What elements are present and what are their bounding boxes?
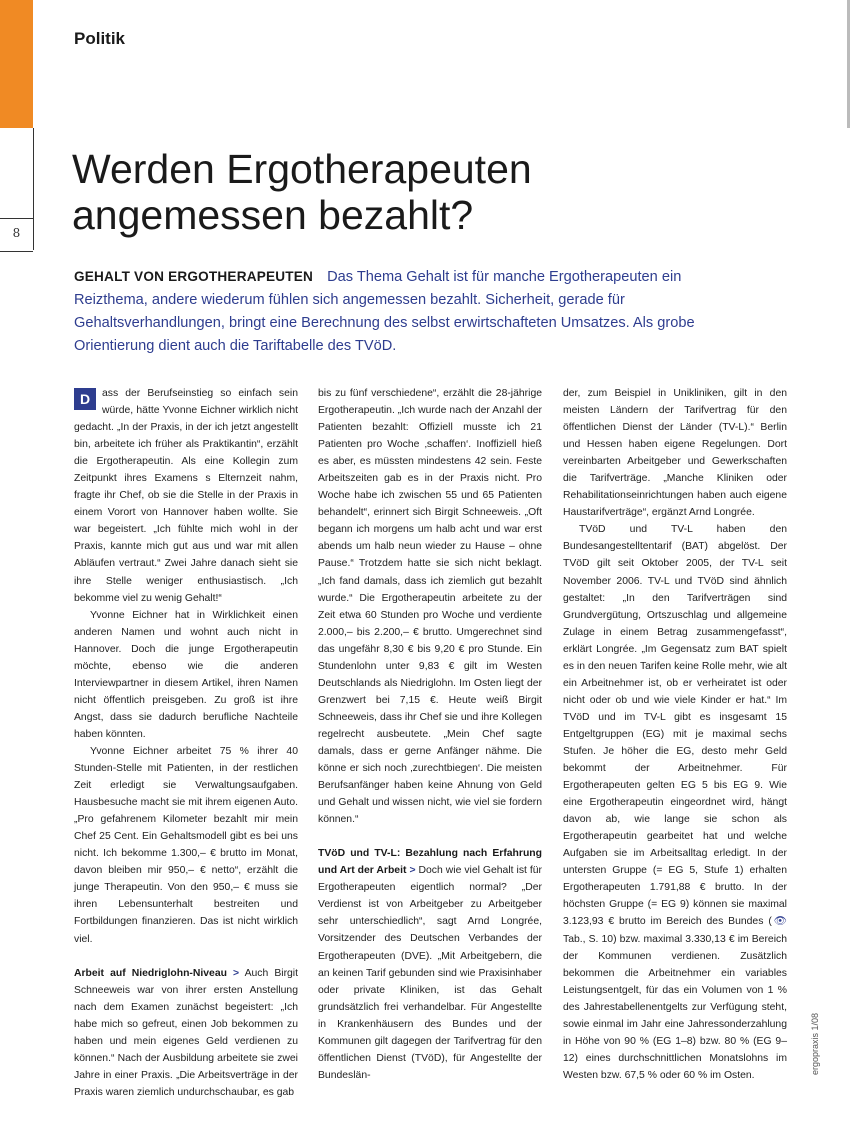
margin-rule bbox=[33, 128, 34, 250]
paragraph: der, zum Beispiel in Unikliniken, gilt in den meisten Ländern der Tarifvertrag für den öffentlichen Dienst der Länder (TV-L).“ Berlin und Hessen haben eigene Regelungen. Dort vereinbarten Arbeitgeber und Gewerkschaften die Tarifverträge. „Manche Kliniken oder Rehabilitationseinrichtungen haben auch eigene Haustarifverträge“, ergänzt Arnd Longrée. bbox=[563, 388, 787, 519]
eye-icon: 👁 bbox=[771, 916, 787, 928]
title-line-2: angemessen bezahlt? bbox=[72, 192, 474, 238]
title-line-1: Werden Ergotherapeuten bbox=[72, 146, 532, 192]
drop-cap: D bbox=[74, 388, 96, 410]
paragraph-text: Doch wie viel Gehalt ist für Ergotherapeuten eigentlich normal? „Der Verdienst ist von Arbeitgeber zu Arbeitgeber sehr unterschiedlich“, sagt Arnd Longrée, Vorsitzender des Deutschen Verbandes der Ergotherapeuten (DVE). „Mit Arbeitgebern, die an keinen Tarif gebunden sind wie Praxisinhaber oder private Kliniken, ist das Gehalt grundsätzlich frei verhandelbar. Für Angestellte in Krankenhäusern des Bundes und der Kommunen gilt dagegen der Tarifvertrag für den öffentlichen Dienst (TVöD), für Angestellte der Bundeslän- bbox=[318, 865, 543, 1081]
subheading: TVöD und TV-L: Bezahlung nach Erfahrung und Art der Arbeit bbox=[318, 848, 542, 877]
paragraph bbox=[563, 521, 787, 1084]
journal-footer: ergopraxis 1/08 bbox=[810, 1012, 820, 1075]
section-label: Politik bbox=[74, 29, 126, 48]
paragraph bbox=[74, 385, 298, 607]
article-lead bbox=[74, 265, 729, 358]
paragraph-text: Auch Birgit Schneeweis war von ihrer ersten Anstellung nach dem Examen zunächst begeistert: „Ich habe mich so gefreut, einen Job bekommen zu haben und mein eigenes Geld verdienen zu können.“ Nach der Ausbildung arbeitete sie zwei Jahre in einer Praxis. „Die Arbeitsverträge in der Praxis waren ziemlich undurchschaubar, es gab bbox=[74, 967, 298, 1098]
subsection bbox=[74, 965, 298, 1101]
text-column-1 bbox=[74, 385, 298, 1101]
paragraph-text: Tab., S. 10) bzw. maximal 3.330,13 € im Bereich der Kommunen verdienen. Zusätzlich bekommen die Arbeitnehmer ein variables Leistungsentgelt, für das ein Volumen von 1 % des Jahrestabellenentgelts zur Verfügung steht, sowie einmal im Jahr eine Jahressonderzahlung in Höhe von 90 % (EG 1–8) bzw. 80 % (EG 9–12) eines durchschnittlichen Monatslohns im Westen bzw. 67,5 % oder 60 % im Osten. bbox=[563, 933, 787, 1081]
paragraph: Yvonne Eichner arbeitet 75 % ihrer 40 Stunden-Stelle mit Patienten, in der restlichen Zeit erledigt sie Verwaltungsaufgaben. Hausbesuche macht sie mit ihrem eigenen Auto. „Pro gefahrenem Kilometer bezahlt mir mein Chef 25 Cent. Ein Gehaltsmodell gibt es bei uns nicht. Ich bekomme 1.300,– € brutto im Monat, davon bleiben mir 950,– € netto“, erzählt die junge Therapeutin. Von den 950,– € muss sie ihren Lebensunterhalt bestreiten und Fortbildungen finanzieren. Das ist nicht wirklich viel. bbox=[74, 745, 298, 945]
subsection bbox=[318, 845, 542, 1084]
paragraph-text: ass der Berufseinstieg so einfach sein würde, hätte Yvonne Eichner wirklich nicht gedacht. „In der Praxis, in der ich jetzt angestellt bin, arbeitete ich früher als Praktikantin“, erzählt die Ergotherapeutin. Als eine Kollegin zum Zeitpunkt ihres Examens s Elternzeit nahm, fragte ihr Chef, ob sie die Stelle in der Praxis in einem Vorort von Hannover haben wollte. Sie war begeistert. „Ich fühlte mich wohl in der Praxis, kannte mich gut aus und war mit allen Abläufen vertraut.“ Zwei Jahre danach sieht sie ihre Stelle weniger enthusiastisch. „Ich bekomme viel zu wenig Gehalt!“ bbox=[74, 388, 298, 604]
orange-margin-tab bbox=[0, 0, 33, 128]
text-column-3 bbox=[563, 385, 787, 1084]
article-title bbox=[72, 146, 772, 238]
paragraph: bis zu fünf verschiedene“, erzählt die 28-jährige Ergotherapeutin. „Ich wurde nach der Anzahl der Patienten bezahlt: Offiziell musste ich 21 Patienten pro Woche ‚schaffen‘. Inoffiziell hieß es aber, es müssten mindestens 42 sein. Feste Arbeitszeiten gab es in der Praxis nicht. Pro Woche habe ich zwischen 55 und 65 Patienten behandelt“, erinnert sich Birgit Schneeweis. „Oft begann ich morgens um halb acht und war erst abends um halb neun wieder zu Hause – ohne Pause.“ Trotzdem hatte sie sich nicht beklagt. „Ich fand damals, dass ich ziemlich gut bezahlt wurde.“ Die Ergotherapeutin arbeitete zu der Zeit etwa 60 Stunden pro Woche und verdiente 2.000,– bis 2.200,– € brutto. Umgerechnet sind das ungefähr 8,30 € bis 9,20 € pro Stunde. Ein Stundenlohn unter 9,83 € gilt im Westen Deutschlands als Niedriglohn. Im Osten liegt der Grenzwert bei 7,15 €. Heute weiß Birgit Schneeweis, dass ihr Chef sie und ihre Kollegen regelrecht ausbeutete. „Mein Chef sagte damals, dass er gerne Anfänger nähme. Die könne er sich noch ‚zurechtbiegen‘. Die meisten Berufsanfänger haben keine Ahnung von Geld und Gehalt und wissen nicht, wie viel sie fordern können.“ bbox=[318, 388, 542, 826]
paragraph-text: TVöD und TV-L haben den Bundesangestelltentarif (BAT) abgelöst. Der TVöD gilt seit Oktober 2005, der TV-L seit November 2006. TV-L und TVöD sind ähnlich gestaltet: „In den Tarifverträgen sind Grundvergütung, Ortszuschlag und allgemeine Zulage in einem Betrag zusammengefasst“, erklärt Longrée. „Im Gegensatz zum BAT spielt es in den neuen Tarifen keine Rolle mehr, wie alt ein Arbeitnehmer ist, ob er verheiratet ist oder nicht oder ob und wie viele Kinder er hat.“ Im TVöD und im TV-L gibt es insgesamt 15 Entgeltgruppen (EG) mit je maximal sechs Stufen. Je höher die EG, desto mehr Geld bekommt der Arbeitnehmer. Für Ergotherapeuten gelten EG 5 bis EG 9. Wie eine Ergotherapeutin eingeordnet wird, hängt davon ab, wie lange sie schon als Ergotherapeutin gearbeitet hat und welche Aufgaben sie im Arbeitsalltag erledigt. In der untersten Gruppe (= EG 5, Stufe 1) erhalten Ergotherapeuten 1.791,88 € brutto. In der höchsten Gruppe (= EG 9) können sie maximal 3.123,93 € brutto im Bereich des Bundes ( bbox=[563, 524, 787, 928]
arrow-icon: > bbox=[409, 865, 416, 877]
subheading: Arbeit auf Niedriglohn-Niveau bbox=[74, 967, 227, 979]
text-column-2 bbox=[318, 385, 542, 1084]
paragraph: Yvonne Eichner hat in Wirklichkeit einen anderen Namen und wohnt auch nicht in Hannover. Doch die junge Ergotherapeutin möchte, ebenso wie die anderen Interviewpartner in diesem Artikel, ihren Namen nicht öffentlich preisgeben. Zu groß ist ihre Angst, dass sie dadurch berufliche Nachteile haben könnten. bbox=[74, 609, 298, 740]
kicker: GEHALT VON ERGOTHERAPEUTEN bbox=[74, 269, 314, 284]
arrow-icon: > bbox=[233, 967, 240, 979]
page-number: 8 bbox=[12, 226, 21, 240]
lead-text: Das Thema Gehalt ist für manche Ergotherapeuten ein Reizthema, andere wiederum fühlen sich angemessen bezahlt. Sicherheit, gerade für Gehaltsverhandlungen, bringt eine Berechnung des selbst erwirtschafteten Umsatzes. Als grobe Orientierung dient auch die Tariftabelle des TVöD. bbox=[74, 269, 695, 354]
